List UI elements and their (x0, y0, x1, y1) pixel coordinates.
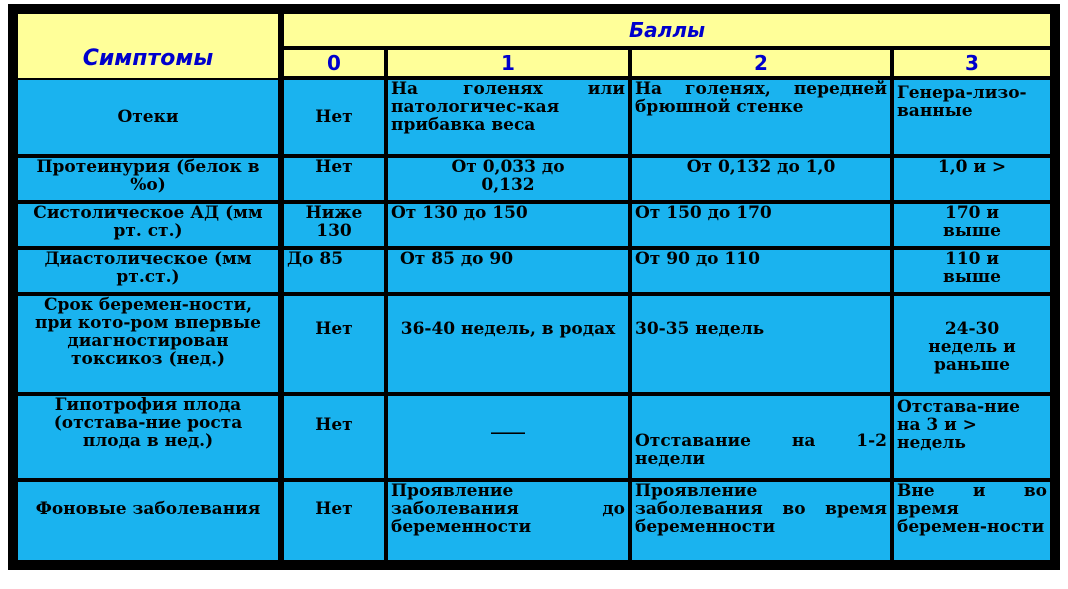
score-2-cell (632, 250, 890, 292)
score-1-cell (388, 250, 628, 292)
score-3-cell (894, 250, 1050, 292)
score-text: 24-30 недель и раньше (928, 319, 1016, 375)
score-text: От 130 до 150 (391, 204, 528, 223)
score-1-cell (388, 204, 628, 246)
score-text: Отставание на 1-2 недели (635, 431, 887, 469)
score-text: Отстава-ние на 3 и > недель (897, 397, 1020, 453)
score-1-cell (388, 80, 628, 154)
score-3-cell (894, 296, 1050, 392)
score-2-cell (632, 482, 890, 560)
symptom-cell (18, 250, 278, 292)
score-text: Нет (315, 319, 353, 339)
score-text: 30-35 недель (635, 319, 765, 339)
header-scores (284, 14, 1050, 46)
score-text: До 85 (287, 250, 344, 269)
score-text: На голенях или патологичес-кая прибавка веса (391, 80, 625, 135)
score-text: Генера-лизо-ванные (897, 83, 1027, 121)
score-text: Нет (315, 415, 353, 435)
score-3-cell (894, 204, 1050, 246)
score-text: Нет (315, 158, 353, 177)
score-0-cell (284, 80, 384, 154)
symptom-cell (18, 396, 278, 478)
header-symptoms-label: Симптомы (82, 46, 214, 71)
score-text: Ниже 130 (305, 204, 363, 241)
score-text: 110 и выше (943, 250, 1001, 287)
header-score-2 (632, 50, 890, 76)
score-text: ____ (491, 415, 525, 435)
score-2-cell (632, 396, 890, 478)
symptom-cell (18, 80, 278, 154)
score-text: 1,0 и > (937, 158, 1007, 177)
header-score-3 (894, 50, 1050, 76)
score-3-cell (894, 158, 1050, 200)
symptom-cell (18, 296, 278, 392)
score-1-cell (388, 482, 628, 560)
header-score-0 (284, 50, 384, 76)
score-text: Нет (315, 499, 353, 519)
score-0-cell (284, 482, 384, 560)
header-symptoms (18, 14, 278, 78)
score-2-cell (632, 158, 890, 200)
scoring-table (8, 4, 1060, 570)
score-0-cell (284, 396, 384, 478)
symptom-cell (18, 158, 278, 200)
score-1-cell (388, 158, 628, 200)
score-3-cell (894, 396, 1050, 478)
score-2-label: 2 (754, 51, 768, 75)
header-scores-label: Баллы (628, 18, 706, 42)
symptom-cell (18, 204, 278, 246)
symptom-text: Отеки (117, 107, 179, 127)
score-3-cell (894, 482, 1050, 560)
score-0-label: 0 (327, 51, 341, 75)
score-1-cell (388, 396, 628, 478)
header-score-1 (388, 50, 628, 76)
symptom-text: Систолическое АД (мм рт. ст.) (33, 204, 263, 241)
symptom-text: Диастолическое (мм рт.ст.) (44, 250, 252, 287)
score-0-cell (284, 158, 384, 200)
score-1-cell (388, 296, 628, 392)
score-0-cell (284, 250, 384, 292)
score-text: От 0,033 до 0,132 (451, 158, 565, 195)
score-text: На голенях, передней брюшной стенке (635, 80, 887, 117)
score-0-cell (284, 204, 384, 246)
score-text: Вне и во время беремен-ности (897, 482, 1047, 537)
score-text: От 150 до 170 (635, 204, 772, 223)
score-2-cell (632, 296, 890, 392)
score-text: От 0,132 до 1,0 (686, 158, 836, 177)
score-3-label: 3 (965, 51, 979, 75)
score-text: 36-40 недель, в родах (400, 319, 616, 339)
score-text: Нет (315, 107, 353, 127)
score-text: 170 и выше (943, 204, 1001, 241)
symptom-cell (18, 482, 278, 560)
score-2-cell (632, 80, 890, 154)
score-3-cell (894, 80, 1050, 154)
score-text: Проявление заболевания до беременности (391, 482, 625, 537)
symptom-text: Срок беремен-ности, при кото-ром впервые диагностирован токсикоз (нед.) (35, 296, 261, 369)
symptom-text: Фоновые заболевания (35, 499, 261, 519)
score-text: От 90 до 110 (635, 250, 760, 269)
score-text: От 85 до 90 (400, 250, 514, 269)
symptom-text: Протеинурия (белок в %о) (36, 158, 260, 195)
score-text: Проявление заболевания во время беременности (635, 482, 887, 537)
score-0-cell (284, 296, 384, 392)
symptom-text: Гипотрофия плода (отстава-ние роста плода в нед.) (53, 396, 243, 451)
score-2-cell (632, 204, 890, 246)
score-1-label: 1 (501, 51, 515, 75)
